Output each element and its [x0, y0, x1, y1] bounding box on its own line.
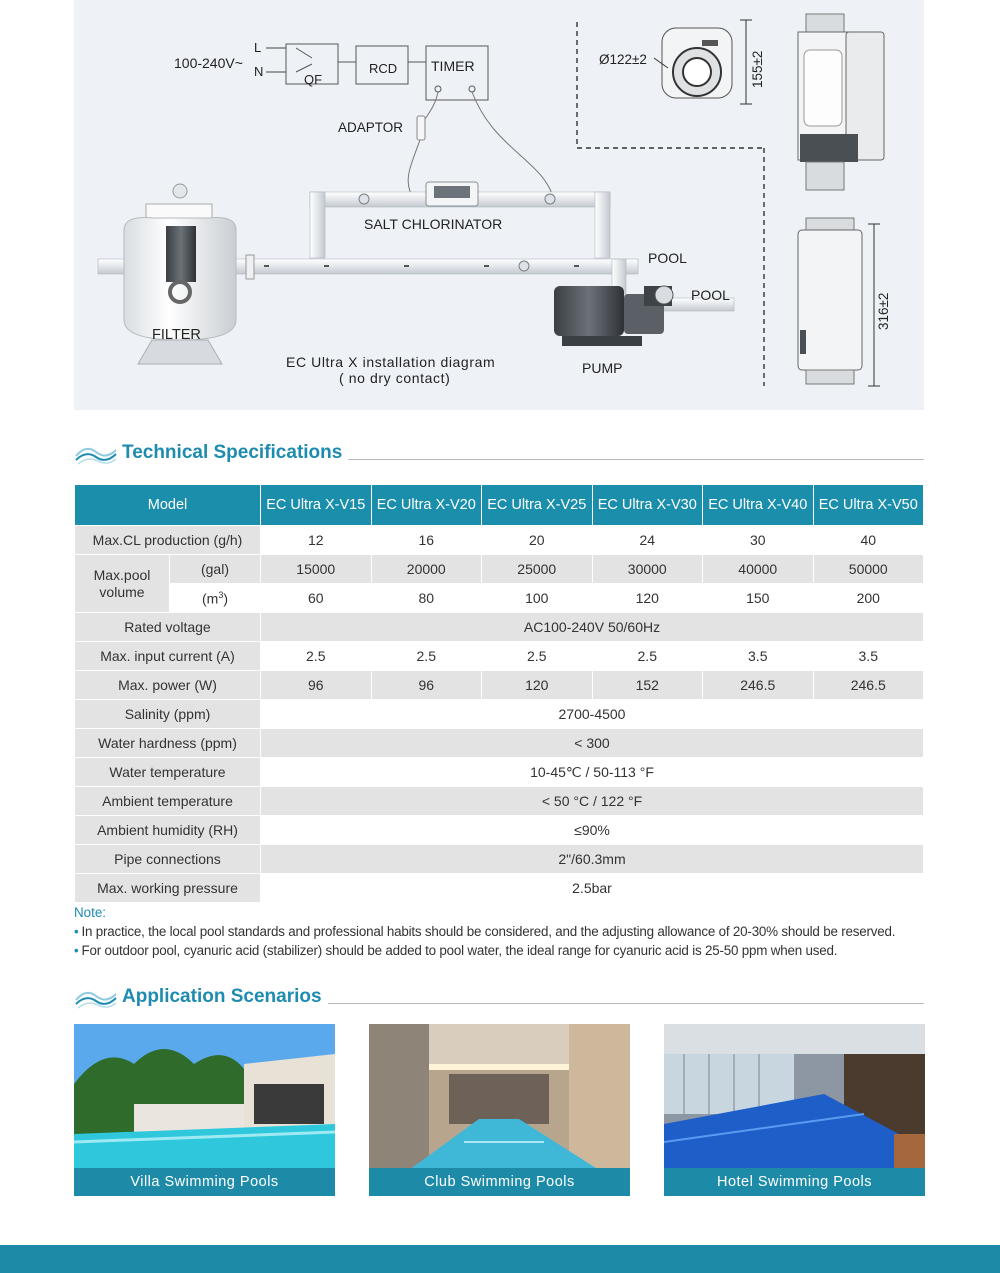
scenario-club-label: Club Swimming Pools	[369, 1168, 630, 1196]
cell: 15000	[261, 555, 371, 583]
cell: 24	[593, 526, 703, 554]
filter-tank	[124, 184, 236, 364]
note-item: • In practice, the local pool standards and professional habits should be considered, and the adjusting allowance of 20-30% should be reserved.	[74, 924, 896, 939]
cell: 120	[593, 584, 703, 612]
table-header-row	[75, 485, 923, 525]
app-scenarios-title: Application Scenarios	[122, 986, 328, 1008]
scenario-villa	[74, 1024, 335, 1196]
cell: 12	[261, 526, 371, 554]
ambient-humidity-value: ≤90%	[261, 816, 923, 844]
cell: 40000	[703, 555, 813, 583]
water-hardness-value: < 300	[261, 729, 923, 757]
rcd-label: RCD	[369, 61, 398, 76]
working-pressure-label: Max. working pressure	[75, 874, 260, 902]
dim-height-label: 155±2	[750, 50, 765, 88]
ambient-humidity-label: Ambient humidity (RH)	[75, 816, 260, 844]
header-model-v40: EC Ultra X-V40	[703, 485, 813, 525]
table-row	[75, 816, 923, 844]
m3-unit: $(m^3)$	[170, 584, 260, 612]
table-row	[75, 613, 923, 641]
cell: 3.5	[814, 642, 924, 670]
front-view	[662, 28, 732, 98]
water-temperature-label: Water temperature	[75, 758, 260, 786]
qf-label: QF	[304, 72, 323, 87]
filter-label: FILTER	[152, 327, 201, 343]
header-model: Model	[75, 485, 260, 525]
pump-unit	[554, 286, 673, 376]
dim-diameter-label: Ø122±2	[599, 52, 647, 67]
notes	[74, 905, 934, 962]
cell: 3.5	[703, 642, 813, 670]
cell: 20	[482, 526, 592, 554]
table-row	[75, 787, 923, 815]
ambient-temperature-label: Ambient temperature	[75, 787, 260, 815]
pipe-connections-label: Pipe connections	[75, 845, 260, 873]
salinity-value: 2700-4500	[261, 700, 923, 728]
cell: 2.5	[372, 642, 482, 670]
header-model-v20: EC Ultra X-V20	[372, 485, 482, 525]
bullet-icon: •	[74, 943, 79, 958]
rated-voltage-label: Rated voltage	[75, 613, 260, 641]
table-row	[75, 526, 923, 554]
wave-icon	[74, 986, 118, 1010]
table-row	[75, 729, 923, 757]
cell: 152	[593, 671, 703, 699]
footer-bar	[0, 1245, 1000, 1273]
line-n-label: N	[254, 64, 264, 79]
table-row	[75, 758, 923, 786]
scenario-club	[369, 1024, 630, 1196]
club-pool-image	[369, 1024, 630, 1170]
cell: 80	[372, 584, 482, 612]
note-title: Note:	[74, 905, 107, 920]
cell: 16	[372, 526, 482, 554]
cell: 50000	[814, 555, 924, 583]
cell: 246.5	[814, 671, 924, 699]
salt-chlorinator-label: SALT CHLORINATOR	[364, 216, 503, 232]
cell: 60	[261, 584, 371, 612]
cell: 96	[261, 671, 371, 699]
rated-voltage-value: AC100-240V 50/60Hz	[261, 613, 923, 641]
salinity-label: Salinity (ppm)	[75, 700, 260, 728]
table-row	[75, 700, 923, 728]
table-row	[75, 642, 923, 670]
water-temperature-value: 10-45℃ / 50-113 °F	[261, 758, 923, 786]
pool-volume-label: Max.pool volume	[75, 555, 169, 612]
villa-pool-image	[74, 1024, 335, 1170]
pump-label: PUMP	[582, 360, 623, 376]
tech-spec-heading	[74, 440, 924, 470]
side-view	[798, 14, 884, 190]
cell: 25000	[482, 555, 592, 583]
wave-icon	[74, 442, 118, 466]
cell: 2.5	[593, 642, 703, 670]
cell: 96	[372, 671, 482, 699]
bullet-icon: •	[74, 924, 79, 939]
table-row	[75, 874, 923, 902]
tech-spec-title: Technical Specifications	[122, 442, 348, 464]
diagram-caption-line1: EC Ultra X installation diagram	[286, 354, 496, 370]
scenario-villa-label: Villa Swimming Pools	[74, 1168, 335, 1196]
cell: 30	[703, 526, 813, 554]
max-power-label: Max. power (W)	[75, 671, 260, 699]
pool-lower-label: POOL	[691, 287, 730, 303]
table-row	[75, 845, 923, 873]
adaptor-box	[417, 116, 425, 140]
cell: 20000	[372, 555, 482, 583]
cell: 150	[703, 584, 813, 612]
header-model-v15: EC Ultra X-V15	[261, 485, 371, 525]
scenario-hotel	[664, 1024, 925, 1196]
header-model-v25: EC Ultra X-V25	[482, 485, 592, 525]
diagram-caption-line2: ( no dry contact)	[339, 370, 451, 386]
hotel-pool-image	[664, 1024, 925, 1170]
cl-production-label: Max.CL production (g/h)	[75, 526, 260, 554]
header-model-v50: EC Ultra X-V50	[814, 485, 924, 525]
header-model-v30: EC Ultra X-V30	[593, 485, 703, 525]
ambient-temperature-value: < 50 °C / 122 °F	[261, 787, 923, 815]
gal-unit: (gal)	[170, 555, 260, 583]
cell: 40	[814, 526, 924, 554]
cell: 100	[482, 584, 592, 612]
voltage-label: 100-240V~	[174, 55, 243, 71]
cell: 30000	[593, 555, 703, 583]
app-scenarios-heading	[74, 984, 924, 1014]
cell: 2.5	[261, 642, 371, 670]
input-current-label: Max. input current (A)	[75, 642, 260, 670]
cell: 200	[814, 584, 924, 612]
top-view	[798, 218, 862, 384]
adaptor-label: ADAPTOR	[338, 120, 404, 135]
working-pressure-value: 2.5bar	[261, 874, 923, 902]
table-row	[75, 555, 923, 583]
spec-table	[74, 484, 924, 903]
timer-label: TIMER	[431, 58, 475, 74]
line-l-label: L	[254, 40, 262, 55]
scenario-hotel-label: Hotel Swimming Pools	[664, 1168, 925, 1196]
pool-upper-label: POOL	[648, 250, 687, 266]
table-row	[75, 584, 923, 612]
cell: 246.5	[703, 671, 813, 699]
note-item: • For outdoor pool, cyanuric acid (stabilizer) should be added to pool water, the ideal range for cyanuric acid is 25-50 ppm when used.	[74, 943, 838, 958]
water-hardness-label: Water hardness (ppm)	[75, 729, 260, 757]
installation-diagram	[74, 0, 924, 410]
dim-length-label: 316±2	[876, 292, 891, 330]
cell: 120	[482, 671, 592, 699]
cell: 2.5	[482, 642, 592, 670]
diagram-svg	[74, 0, 924, 410]
table-row	[75, 671, 923, 699]
pipe-connections-value: 2"/60.3mm	[261, 845, 923, 873]
